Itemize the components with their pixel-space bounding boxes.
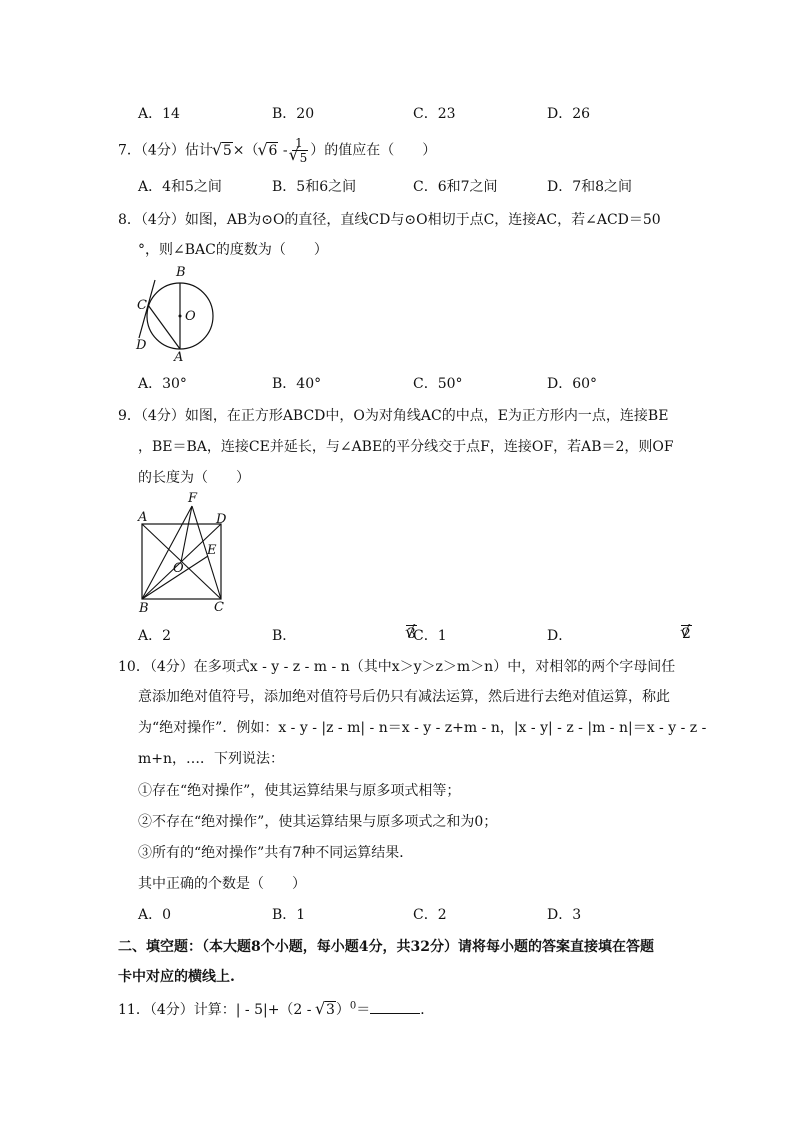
label-a: A bbox=[138, 510, 148, 525]
q10-stem-line2: 意添加绝对值符号，添加绝对值符号后仍只有减法运算，然后进行去绝对值运算，称此 bbox=[138, 689, 670, 705]
label-c: C bbox=[214, 600, 224, 615]
q9-option-c: C．1 bbox=[413, 628, 447, 644]
q8-option-b: B．40° bbox=[272, 376, 322, 392]
q10-option-d: D．3 bbox=[547, 907, 582, 923]
label-f: F bbox=[188, 491, 198, 506]
q10-stem-line1: 10．（4分）在多项式x - y - z - m - n（其中x＞y＞z＞m＞n）中，对相邻的两个字母间任 bbox=[118, 659, 676, 675]
fraction-1-over-sqrt5: 1 √ 5 bbox=[290, 136, 309, 165]
q8-stem-line1: 8．（4分）如图，AB为⊙O的直径，直线CD与⊙O相切于点C，连接AC，若∠ACD＝50 bbox=[118, 212, 661, 228]
label-o: O bbox=[173, 561, 184, 576]
section-2-heading-line2: 卡中对应的横线上. bbox=[118, 969, 235, 985]
label-d: D bbox=[136, 338, 147, 353]
q10-question: 其中正确的个数是（ ） bbox=[138, 876, 306, 892]
q9-stem-line3: 的长度为（ ） bbox=[138, 470, 250, 486]
q8-options bbox=[138, 373, 758, 393]
q11-stem: 11．（4分）计算：| - 5|+（2 - √ 3）$^0$＝ ． bbox=[118, 999, 434, 1019]
q6-option-d: D．26 bbox=[547, 106, 591, 122]
q6-option-a: A．14 bbox=[138, 106, 180, 122]
q9-option-a: A．2 bbox=[138, 628, 172, 644]
q7-option-d: D．7和8之间 bbox=[547, 179, 633, 195]
q7-option-b: B．5和6之间 bbox=[272, 179, 357, 195]
label-d: D bbox=[216, 512, 227, 527]
q10-option-b: B．1 bbox=[272, 907, 306, 923]
q8-circle-figure bbox=[130, 262, 230, 364]
q9-options: A．2 B． 3 C．1 D． 2 bbox=[138, 626, 691, 644]
q10-statement-3: ③所有的“绝对操作”共有7种不同运算结果． bbox=[138, 845, 414, 861]
q10-stem-line3: 为“绝对操作”．例如：x - y - |z - m| - n＝x - y - z+m - n，|x - y| - z - |m - n|＝x - y - z - bbox=[138, 720, 707, 736]
q6-option-c: C．23 bbox=[413, 106, 456, 122]
q6-option-b: B．20 bbox=[272, 106, 315, 122]
label-a: A bbox=[174, 350, 184, 364]
q9-square-figure bbox=[130, 488, 240, 618]
q8-stem-line2: °，则∠BAC的度数为（ ） bbox=[138, 242, 328, 258]
q8-option-d: D．60° bbox=[547, 376, 598, 392]
q7-option-c: C．6和7之间 bbox=[413, 179, 498, 195]
q10-option-a: A．0 bbox=[138, 907, 172, 923]
chord-ac bbox=[148, 305, 180, 349]
q10-statement-2: ②不存在“绝对操作”，使其运算结果与原多项式之和为0； bbox=[138, 814, 498, 830]
label-b: B bbox=[176, 265, 186, 280]
label-o: O bbox=[185, 309, 196, 324]
q9-stem-line2: ，BE＝BA，连接CE并延长，与∠ABE的平分线交于点F，连接OF，若AB＝2，则OF bbox=[138, 439, 674, 455]
q10-option-c: C．2 bbox=[413, 907, 447, 923]
q11-answer-blank[interactable] bbox=[370, 1001, 420, 1014]
q10-stem-line4: m+n，…．下列说法： bbox=[138, 751, 285, 767]
sqrt-3: √ 3 bbox=[316, 1002, 336, 1018]
center-point-o bbox=[179, 315, 182, 318]
segment-bf bbox=[142, 506, 192, 599]
q10-statement-1: ①存在“绝对操作”，使其运算结果与原多项式相等； bbox=[138, 783, 461, 799]
q9-stem-line1: 9．（4分）如图，在正方形ABCD中，O为对角线AC的中点，E为正方形内一点，连接BE bbox=[118, 408, 669, 424]
sqrt-5: √ 5 bbox=[213, 143, 233, 159]
q7-options bbox=[138, 176, 758, 196]
q7-option-a: A．4和5之间 bbox=[138, 179, 222, 195]
label-c: C bbox=[137, 298, 147, 313]
q7-stem: 7．（4分）估计√ 5×（√ 6 - 1 √ 5 ）的值应在（ ） bbox=[118, 136, 436, 165]
q10-options bbox=[138, 904, 758, 924]
q8-option-c: C．50° bbox=[413, 376, 463, 392]
label-b: B bbox=[139, 601, 149, 616]
q8-option-a: A．30° bbox=[138, 376, 187, 392]
q6-options bbox=[138, 103, 758, 123]
label-e: E bbox=[207, 543, 217, 558]
sqrt-6: √ 6 bbox=[258, 143, 278, 159]
section-2-heading-line1: 二、填空题：（本大题8个小题，每小题4分，共32分）请将每小题的答案直接填在答题 bbox=[118, 939, 654, 955]
